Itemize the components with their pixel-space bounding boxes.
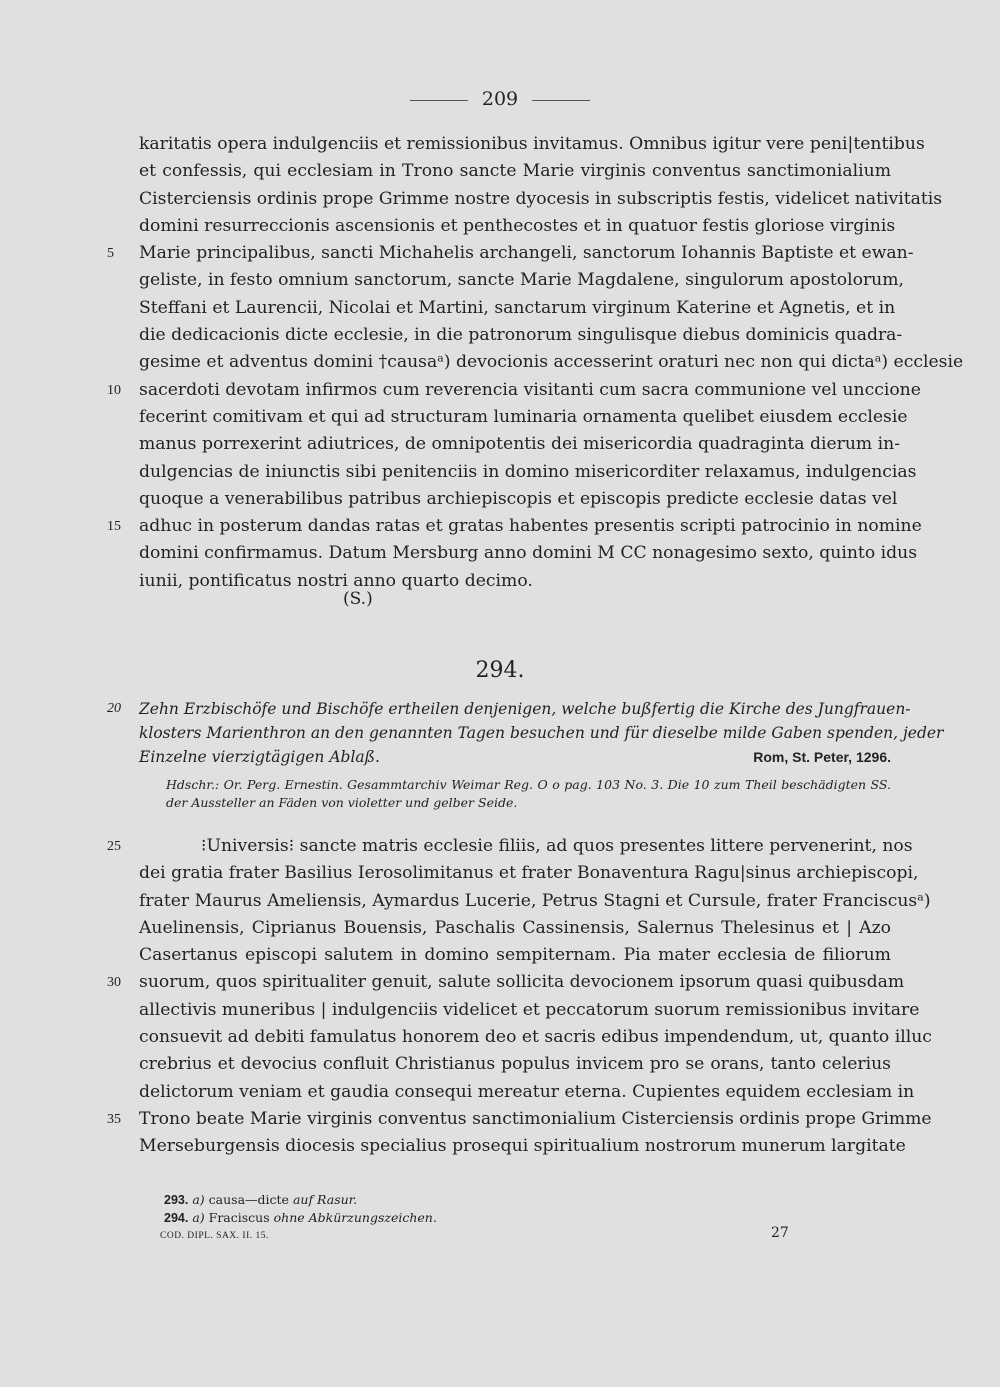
line-number: 5 (107, 246, 114, 262)
source-note (166, 776, 891, 812)
rule-left (410, 100, 468, 101)
page-number: 209 (481, 88, 519, 110)
text-line: geliste, in festo omnium sanctorum, sancte Marie Magdalene, singulorum apostolorum, (139, 270, 905, 291)
text-line: Auelinensis, Ciprianus Bouensis, Paschalis Cassinensis, Salernus Thelesinus et | Azo (139, 917, 891, 938)
sheet-number: 27 (771, 1225, 789, 1241)
text-line: allectivis muneribus | indulgenciis videlicet et peccatorum suorum remissionibus invitare (139, 999, 920, 1020)
text-line: fecerint comitivam et qui ad structuram luminaria ornamenta quelibet eiusdem ecclesie (139, 406, 908, 427)
text-line: dulgencias de iniunctis sibi penitenciis in domino misericorditer relaxamus, indulgencias (139, 461, 917, 482)
running-head (0, 88, 1000, 110)
regest-line: Einzelne vierzigtägigen Ablaß. Rom, St. Peter, 1296. (139, 745, 891, 769)
text-line: delictorum veniam et gaudia consequi mereatur eterna. Cupientes equidem ecclesiam in (139, 1081, 915, 1102)
charter-text-293-end (107, 131, 964, 595)
text-line: domini confirmamus. Datum Mersburg anno domini M CC nonagesimo sexto, quinto idus (139, 543, 918, 564)
footnote: 293. a) causa—dicte auf Rasur. (164, 1192, 358, 1207)
line-number: 25 (107, 839, 121, 854)
source-line: Hdschr.: Or. Perg. Ernestin. Gesammtarchiv Weimar Reg. O o pag. 103 No. 3. Die 10 zum Theil beschädigten SS. (166, 777, 891, 792)
charter-text-294 (107, 833, 932, 1161)
text-line: domini resurreccionis ascensionis et penthecostes et in quatuor festis gloriose virginis (139, 215, 896, 236)
text-line: 10 sacerdoti devotam infirmos cum reverencia visitanti cum sacra communione vel unccione (139, 377, 891, 404)
regest-line: klosters Marienthron an den genannten Tagen besuchen und für dieselbe milde Gaben spenden, jeder (139, 724, 944, 742)
line-number: 35 (107, 1111, 121, 1127)
text-line: consuevit ad debiti famulatus honorem deo et sacris edibus impendendum, ut, quanto illuc (139, 1027, 932, 1048)
place-date: Rom, St. Peter, 1296. (753, 749, 891, 765)
text-line: Cisterciensis ordinis prope Grimme nostre dyocesis in subscriptis festis, videlicet nativitatis (139, 188, 943, 209)
footnote: 294. a) Fraciscus ohne Abkürzungszeichen. (164, 1210, 437, 1225)
document-number: 294. (475, 658, 525, 683)
text-line: gesime et adventus domini †causaᵃ) devocionis accesserint oraturi nec non qui dictaᵃ) ecclesie (139, 352, 964, 373)
text-line: die dedicacionis dicte ecclesie, in die patronorum singulisque diebus dominicis quadra- (139, 325, 903, 346)
footnotes (164, 1191, 884, 1227)
text-line: karitatis opera indulgenciis et remissionibus invitamus. Omnibus igitur vere peni|tentibus (139, 134, 925, 154)
text-line: dei gratia frater Basilius Ierosolimitanus et frater Bonaventura Ragu|sinus archiepiscopi, (139, 863, 919, 884)
text-line: 5 Marie principalibus, sancti Michahelis archangeli, sanctorum Iohannis Baptiste et ewan- (139, 240, 891, 267)
text-line: 30 suorum, quos spiritualiter genuit, salute sollicita devocionem ipsorum quasi quibusdam (139, 969, 891, 996)
text-line: Casertanus episcopi salutem in domino sempiternam. Pia mater ecclesia de filiorum (139, 945, 891, 966)
regest-line: 20 Zehn Erzbischöfe und Bischöfe ertheilen denjenigen, welche bußfertig die Kirche des Jungfrauen- (139, 697, 891, 721)
seal-mark: (S.) (343, 589, 373, 609)
printer-signature: COD. DIPL. SAX. II. 15. (160, 1231, 269, 1241)
text-line: quoque a venerabilibus patribus archiepiscopis et episcopis predicte ecclesie datas vel (139, 488, 898, 509)
source-line: der Aussteller an Fäden von violetter und gelber Seide. (166, 795, 518, 810)
text-line: et confessis, qui ecclesiam in Trono sancte Marie virginis conventus sanctimonialium (139, 161, 891, 182)
text-line: Steffani et Laurencii, Nicolai et Martini, sanctarum virginum Katerine et Agnetis, et in (139, 297, 896, 318)
text-line: Merseburgensis diocesis specialius prosequi spiritualium nostrorum munerum largitate (139, 1136, 906, 1157)
line-number: 20 (107, 701, 121, 716)
text-line: iunii, pontificatus nostri anno quarto decimo. (139, 570, 533, 591)
line-number: 10 (107, 382, 121, 398)
text-line: 25 ⁝Universis⁝ sancte matris ecclesie filiis, ad quos presentes littere pervenerint, nos (139, 833, 891, 860)
text-line: 15 adhuc in posterum dandas ratas et gratas habentes presentis scripti patrocinio in nomine (139, 513, 891, 540)
regest (107, 697, 944, 769)
line-number: 15 (107, 519, 121, 535)
line-number: 30 (107, 975, 121, 991)
rule-right (532, 100, 590, 101)
text-line: manus porrexerint adiutrices, de omnipotentis dei misericordia quadraginta dierum in- (139, 434, 901, 455)
text-line: frater Maurus Ameliensis, Aymardus Lucerie, Petrus Stagni et Cursule, frater Franciscusᵃ) (139, 890, 931, 911)
text-line: crebrius et devocius confluit Christianus populus invicem pro se orans, tanto celerius (139, 1054, 891, 1075)
text-line: 35 Trono beate Marie virginis conventus sanctimonialium Cisterciensis ordinis prope Grimme (139, 1106, 891, 1133)
